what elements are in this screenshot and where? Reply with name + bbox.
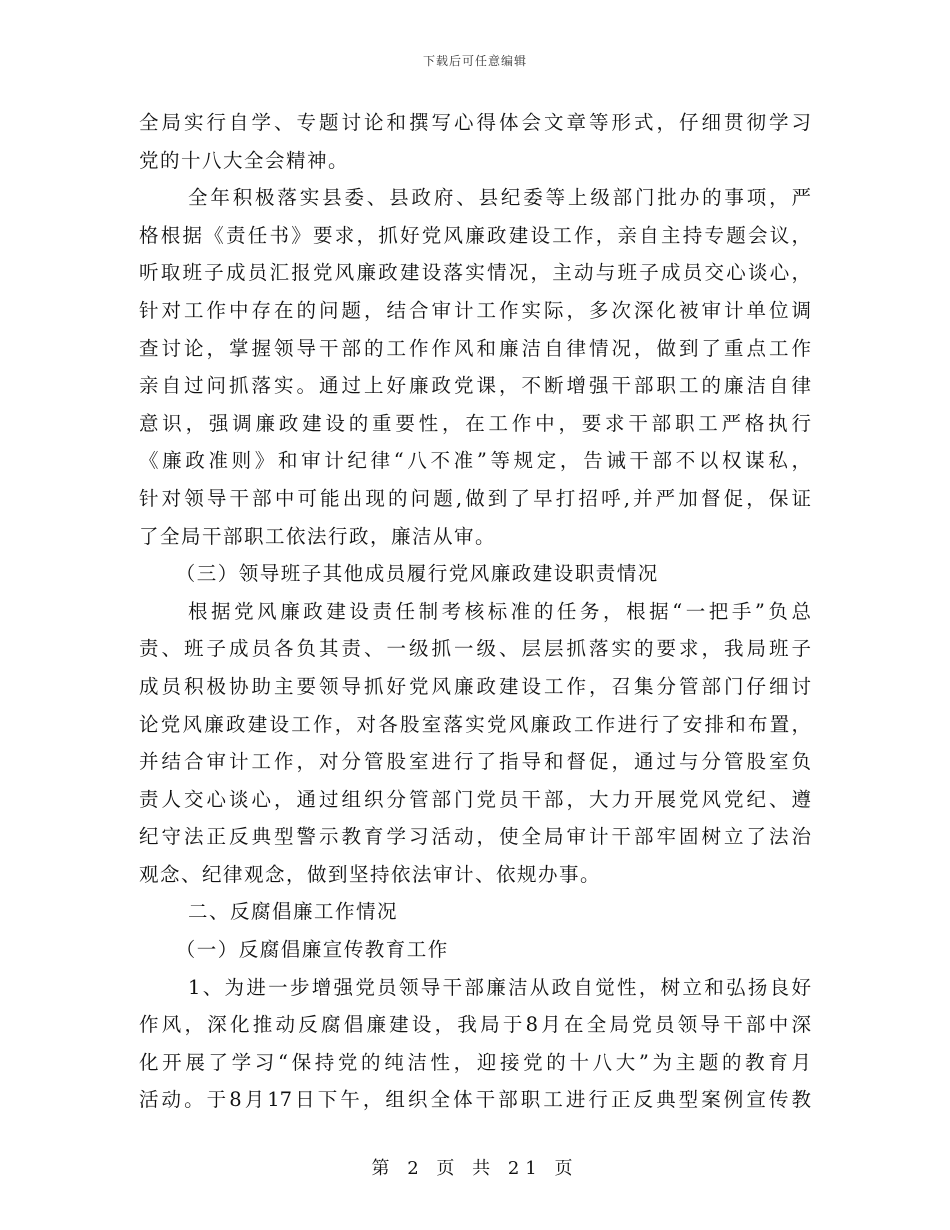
text-line: 全局实行自学、专题讨论和撰写心得体会文章等形式，仔细贯彻学习: [139, 111, 811, 134]
text-line: 全年积极落实县委、县政府、县纪委等上级部门批办的事项，严: [188, 186, 811, 210]
text-line: 《廉政准则》和审计纪律“八不准”等规定，告诫干部不以权谋私，: [139, 449, 811, 473]
document-body: [139, 104, 811, 1119]
text-line: 了全局干部职工依法行政，廉洁从审。: [139, 524, 497, 548]
text-line: 针对领导干部中可能出现的问题,做到了早打招呼,并严加督促，保证: [139, 486, 811, 510]
text-line: 针对工作中存在的问题，结合审计工作实际，多次深化被审计单位调: [139, 298, 811, 322]
text-line: 活动。于8月17日下午，组织全体干部职工进行正反典型案例宣传教: [139, 1088, 811, 1112]
page-header: 下载后可任意编辑: [422, 54, 527, 68]
text-line: （三）领导班子其他成员履行党风廉政建设职责情况: [175, 562, 659, 586]
text-line: （一）反腐倡廉宣传教育工作: [175, 938, 449, 962]
text-line: 查讨论，掌握领导干部的工作作风和廉洁自律情况，做到了重点工作: [139, 336, 811, 360]
text-line: 纪守法正反典型警示教育学习活动，使全局审计干部牢固树立了法治: [139, 825, 811, 849]
text-line: 责、班子成员各负其责、一级抓一级、层层抓落实的要求，我局班子: [139, 637, 811, 661]
text-line: 成员积极协助主要领导抓好党风廉政建设工作，召集分管部门仔细讨: [139, 674, 811, 698]
text-line: 责人交心谈心，通过组织分管部门党员干部，大力开展党风党纪、遵: [139, 787, 811, 811]
text-line: 作风，深化推动反腐倡廉建设，我局于8月在全局党员领导干部中深: [139, 1013, 811, 1037]
text-line: 论党风廉政建设工作，对各股室落实党风廉政工作进行了安排和布置，: [139, 712, 811, 736]
text-line: 根据党风廉政建设责任制考核标准的任务，根据“一把手”负总: [188, 599, 811, 623]
text-line: 化开展了学习“保持党的纯洁性，迎接党的十八大”为主题的教育月: [139, 1050, 811, 1074]
text-line: 1、为进一步增强党员领导干部廉洁从政自觉性，树立和弘扬良好: [188, 975, 811, 999]
text-line: 格根据《责任书》要求，抓好党风廉政建设工作，亲自主持专题会议，: [139, 223, 811, 247]
text-line: 并结合审计工作，对分管股室进行了指导和督促，通过与分管股室负: [139, 750, 811, 774]
text-line: 党的十八大全会精神。: [139, 148, 350, 172]
text-line: 亲自过问抓落实。通过上好廉政党课，不断增强干部职工的廉洁自律: [139, 374, 811, 398]
page-number-footer: 第 2 页 共 21 页: [371, 1158, 579, 1179]
text-line: 听取班子成员汇报党风廉政建设落实情况，主动与班子成员交心谈心，: [139, 261, 811, 285]
text-line: 观念、纪律观念，做到坚持依法审计、依规办事。: [139, 862, 602, 886]
text-line: 意识，强调廉政建设的重要性，在工作中，要求干部职工严格执行: [139, 411, 811, 435]
text-line: 二、反腐倡廉工作情况: [188, 900, 399, 924]
